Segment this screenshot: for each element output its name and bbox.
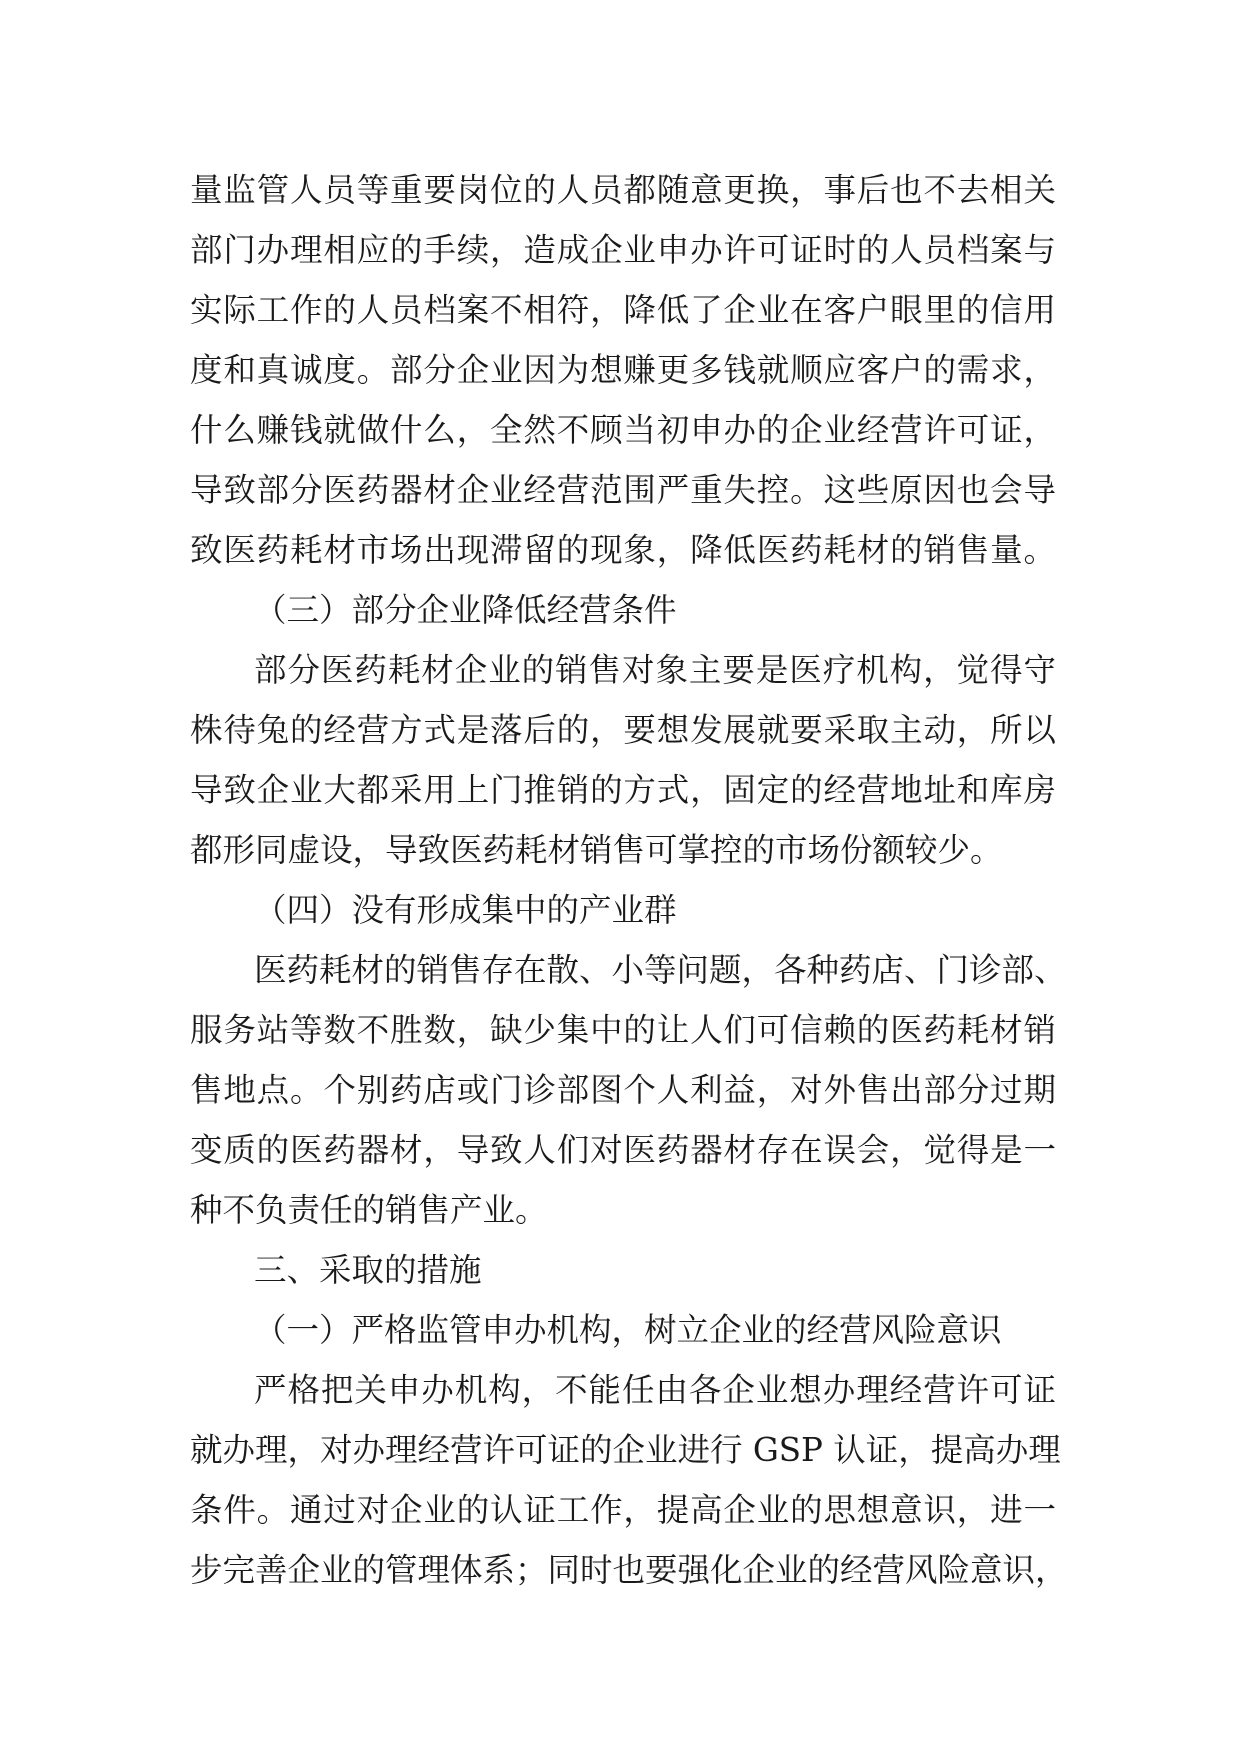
body-line: 度和真诚度。部分企业因为想赚更多钱就顺应客户的需求，: [190, 351, 1056, 389]
paragraph-first-line: 部分医药耗材企业的销售对象主要是医疗机构，觉得守: [254, 651, 1056, 689]
body-line: 导致部分医药器材企业经营范围严重失控。这些原因也会导: [190, 471, 1056, 509]
body-line: 服务站等数不胜数，缺少集中的让人们可信赖的医药耗材销: [190, 1011, 1056, 1049]
body-line: 步完善企业的管理体系；同时也要强化企业的经营风险意识，: [190, 1551, 1068, 1589]
body-line: 售地点。个别药店或门诊部图个人利益，对外售出部分过期: [190, 1071, 1056, 1109]
paragraph-first-line: 医药耗材的销售存在散、小等问题，各种药店、门诊部、: [254, 951, 1067, 989]
body-line: 实际工作的人员档案不相符，降低了企业在客户眼里的信用: [190, 291, 1056, 329]
paragraph-last-line: 都形同虚设，导致医药耗材销售可掌控的市场份额较少。: [190, 831, 1003, 869]
body-line: 就办理，对办理经营许可证的企业进行 GSP 认证，提高办理: [190, 1431, 1061, 1469]
body-line: 变质的医药器材，导致人们对医药器材存在误会，觉得是一: [190, 1131, 1056, 1169]
body-line: 致医药耗材市场出现滞留的现象，降低医药耗材的销售量。: [190, 531, 1056, 569]
section-heading: （一）严格监管申办机构，树立企业的经营风险意识: [254, 1311, 1002, 1349]
paragraph-first-line: 严格把关申办机构，不能任由各企业想办理经营许可证: [254, 1371, 1056, 1409]
body-line: 部门办理相应的手续，造成企业申办许可证时的人员档案与: [190, 231, 1056, 269]
section-heading: （三）部分企业降低经营条件: [254, 591, 677, 629]
body-line: 什么赚钱就做什么，全然不顾当初申办的企业经营许可证，: [190, 411, 1056, 449]
body-line: 条件。通过对企业的认证工作，提高企业的思想意识，进一: [190, 1491, 1056, 1529]
paragraph-last-line: 种不负责任的销售产业。: [190, 1191, 548, 1229]
body-line: 株待兔的经营方式是落后的，要想发展就要采取主动，所以: [190, 711, 1056, 749]
section-heading: （四）没有形成集中的产业群: [254, 891, 677, 929]
body-line: 量监管人员等重要岗位的人员都随意更换，事后也不去相关: [190, 171, 1056, 209]
document-page: [190, 160, 1068, 1600]
chapter-heading: 三、采取的措施: [254, 1251, 482, 1289]
body-line: 导致企业大都采用上门推销的方式，固定的经营地址和库房: [190, 771, 1056, 809]
